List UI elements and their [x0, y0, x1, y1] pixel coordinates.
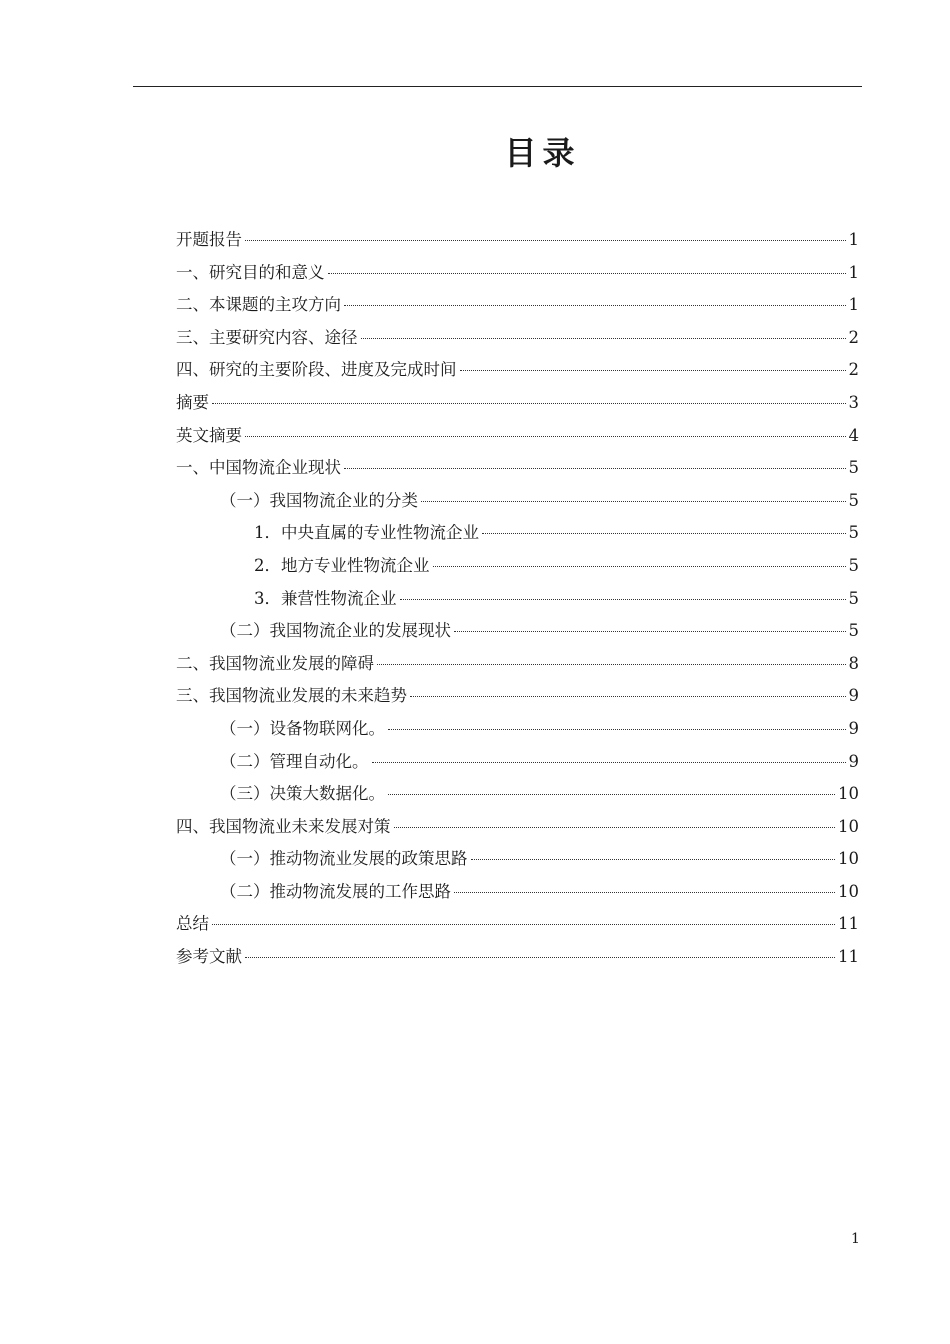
toc-entry-page: 3	[848, 392, 859, 412]
toc-dot-leader	[388, 729, 846, 730]
toc-entry[interactable]	[176, 910, 859, 943]
toc-entry-page: 4	[848, 425, 859, 445]
toc-entry-label: （一）推动物流业发展的政策思路	[220, 849, 468, 869]
toc-entry[interactable]	[176, 650, 859, 683]
toc-dot-leader	[361, 338, 846, 339]
toc-entry-label: （一）设备物联网化。	[220, 718, 385, 738]
toc-entry-label: 四、我国物流业未来发展对策	[176, 816, 391, 836]
toc-entry-page: 1	[848, 295, 859, 315]
toc-entry[interactable]	[176, 552, 859, 585]
toc-entry[interactable]	[176, 519, 859, 552]
toc-entry[interactable]	[176, 878, 859, 911]
toc-entry-page: 2	[848, 360, 859, 380]
toc-entry[interactable]	[176, 226, 859, 259]
toc-dot-leader	[372, 762, 846, 763]
toc-entry-label: 二、我国物流业发展的障碍	[176, 653, 374, 673]
toc-entry-label: 开题报告	[176, 230, 242, 249]
toc-entry-label: 2．地方专业性物流企业	[254, 555, 430, 575]
toc-entry-label: 总结	[176, 914, 209, 934]
toc-dot-leader	[377, 664, 846, 665]
toc-entry[interactable]	[176, 845, 859, 878]
toc-entry-page: 9	[848, 686, 859, 706]
toc-entry-page: 5	[848, 523, 859, 543]
toc-entry[interactable]	[176, 585, 859, 618]
toc-dot-leader	[245, 240, 846, 241]
toc-entry-page: 9	[848, 718, 859, 738]
toc-dot-leader	[212, 924, 835, 925]
toc-entry[interactable]	[176, 487, 859, 520]
toc-entry-label: 二、本课题的主攻方向	[176, 295, 341, 315]
toc-entry[interactable]	[176, 259, 859, 292]
table-of-contents	[176, 226, 859, 976]
toc-entry-label: 参考文献	[176, 947, 242, 967]
toc-dot-leader	[454, 631, 846, 632]
toc-dot-leader	[454, 892, 835, 893]
toc-entry[interactable]	[176, 682, 859, 715]
toc-entry-label: 三、主要研究内容、途径	[176, 327, 358, 347]
toc-dot-leader	[328, 273, 846, 274]
toc-entry-label: （一）我国物流企业的分类	[220, 490, 418, 510]
toc-entry[interactable]	[176, 617, 859, 650]
header-rule	[133, 86, 862, 87]
toc-title: 目录	[504, 134, 581, 172]
toc-entry[interactable]	[176, 748, 859, 781]
toc-entry-label: （二）推动物流发展的工作思路	[220, 881, 451, 901]
toc-dot-leader	[460, 370, 846, 371]
footer-page-number: 1	[851, 1231, 860, 1247]
toc-entry[interactable]	[176, 291, 859, 324]
toc-entry-page: 5	[848, 490, 859, 510]
toc-entry-page: 10	[838, 816, 859, 836]
toc-entry[interactable]	[176, 715, 859, 748]
toc-dot-leader	[421, 501, 846, 502]
toc-entry-page: 9	[848, 751, 859, 771]
toc-entry-page: 5	[848, 555, 859, 575]
toc-dot-leader	[344, 305, 846, 306]
toc-entry-page: 2	[848, 327, 859, 347]
toc-entry-page: 10	[838, 784, 859, 804]
toc-entry-label: 3．兼营性物流企业	[254, 588, 397, 608]
toc-entry[interactable]	[176, 780, 859, 813]
toc-entry-page: 1	[848, 230, 859, 249]
toc-entry-page: 10	[838, 881, 859, 901]
toc-dot-leader	[245, 436, 846, 437]
toc-entry[interactable]	[176, 324, 859, 357]
toc-dot-leader	[212, 403, 846, 404]
toc-dot-leader	[394, 827, 836, 828]
toc-entry[interactable]	[176, 356, 859, 389]
toc-entry[interactable]	[176, 422, 859, 455]
toc-entry-label: （二）我国物流企业的发展现状	[220, 621, 451, 641]
toc-entry-label: 一、研究目的和意义	[176, 262, 325, 282]
toc-entry-label: （三）决策大数据化。	[220, 784, 385, 804]
toc-entry-label: 三、我国物流业发展的未来趋势	[176, 686, 407, 706]
toc-entry-page: 10	[838, 849, 859, 869]
toc-dot-leader	[410, 696, 846, 697]
toc-entry-page: 5	[848, 458, 859, 478]
toc-entry-page: 5	[848, 621, 859, 641]
toc-dot-leader	[245, 957, 835, 958]
toc-entry[interactable]	[176, 943, 859, 976]
toc-entry-label: 英文摘要	[176, 425, 242, 445]
toc-dot-leader	[388, 794, 835, 795]
toc-entry-label: （二）管理自动化。	[220, 751, 369, 771]
toc-dot-leader	[433, 566, 846, 567]
toc-entry-label: 摘要	[176, 392, 209, 412]
toc-entry[interactable]	[176, 454, 859, 487]
toc-dot-leader	[344, 468, 846, 469]
toc-dot-leader	[471, 859, 836, 860]
toc-entry[interactable]	[176, 813, 859, 846]
toc-entry-page: 8	[848, 653, 859, 673]
toc-entry-page: 11	[838, 914, 859, 934]
toc-entry-page: 11	[838, 947, 859, 967]
toc-entry-label: 一、中国物流企业现状	[176, 458, 341, 478]
toc-dot-leader	[482, 533, 846, 534]
toc-entry-page: 1	[848, 262, 859, 282]
toc-dot-leader	[400, 599, 846, 600]
toc-entry-label: 1．中央直属的专业性物流企业	[254, 523, 479, 543]
toc-entry-label: 四、研究的主要阶段、进度及完成时间	[176, 360, 457, 380]
toc-entry[interactable]	[176, 389, 859, 422]
toc-entry-page: 5	[848, 588, 859, 608]
